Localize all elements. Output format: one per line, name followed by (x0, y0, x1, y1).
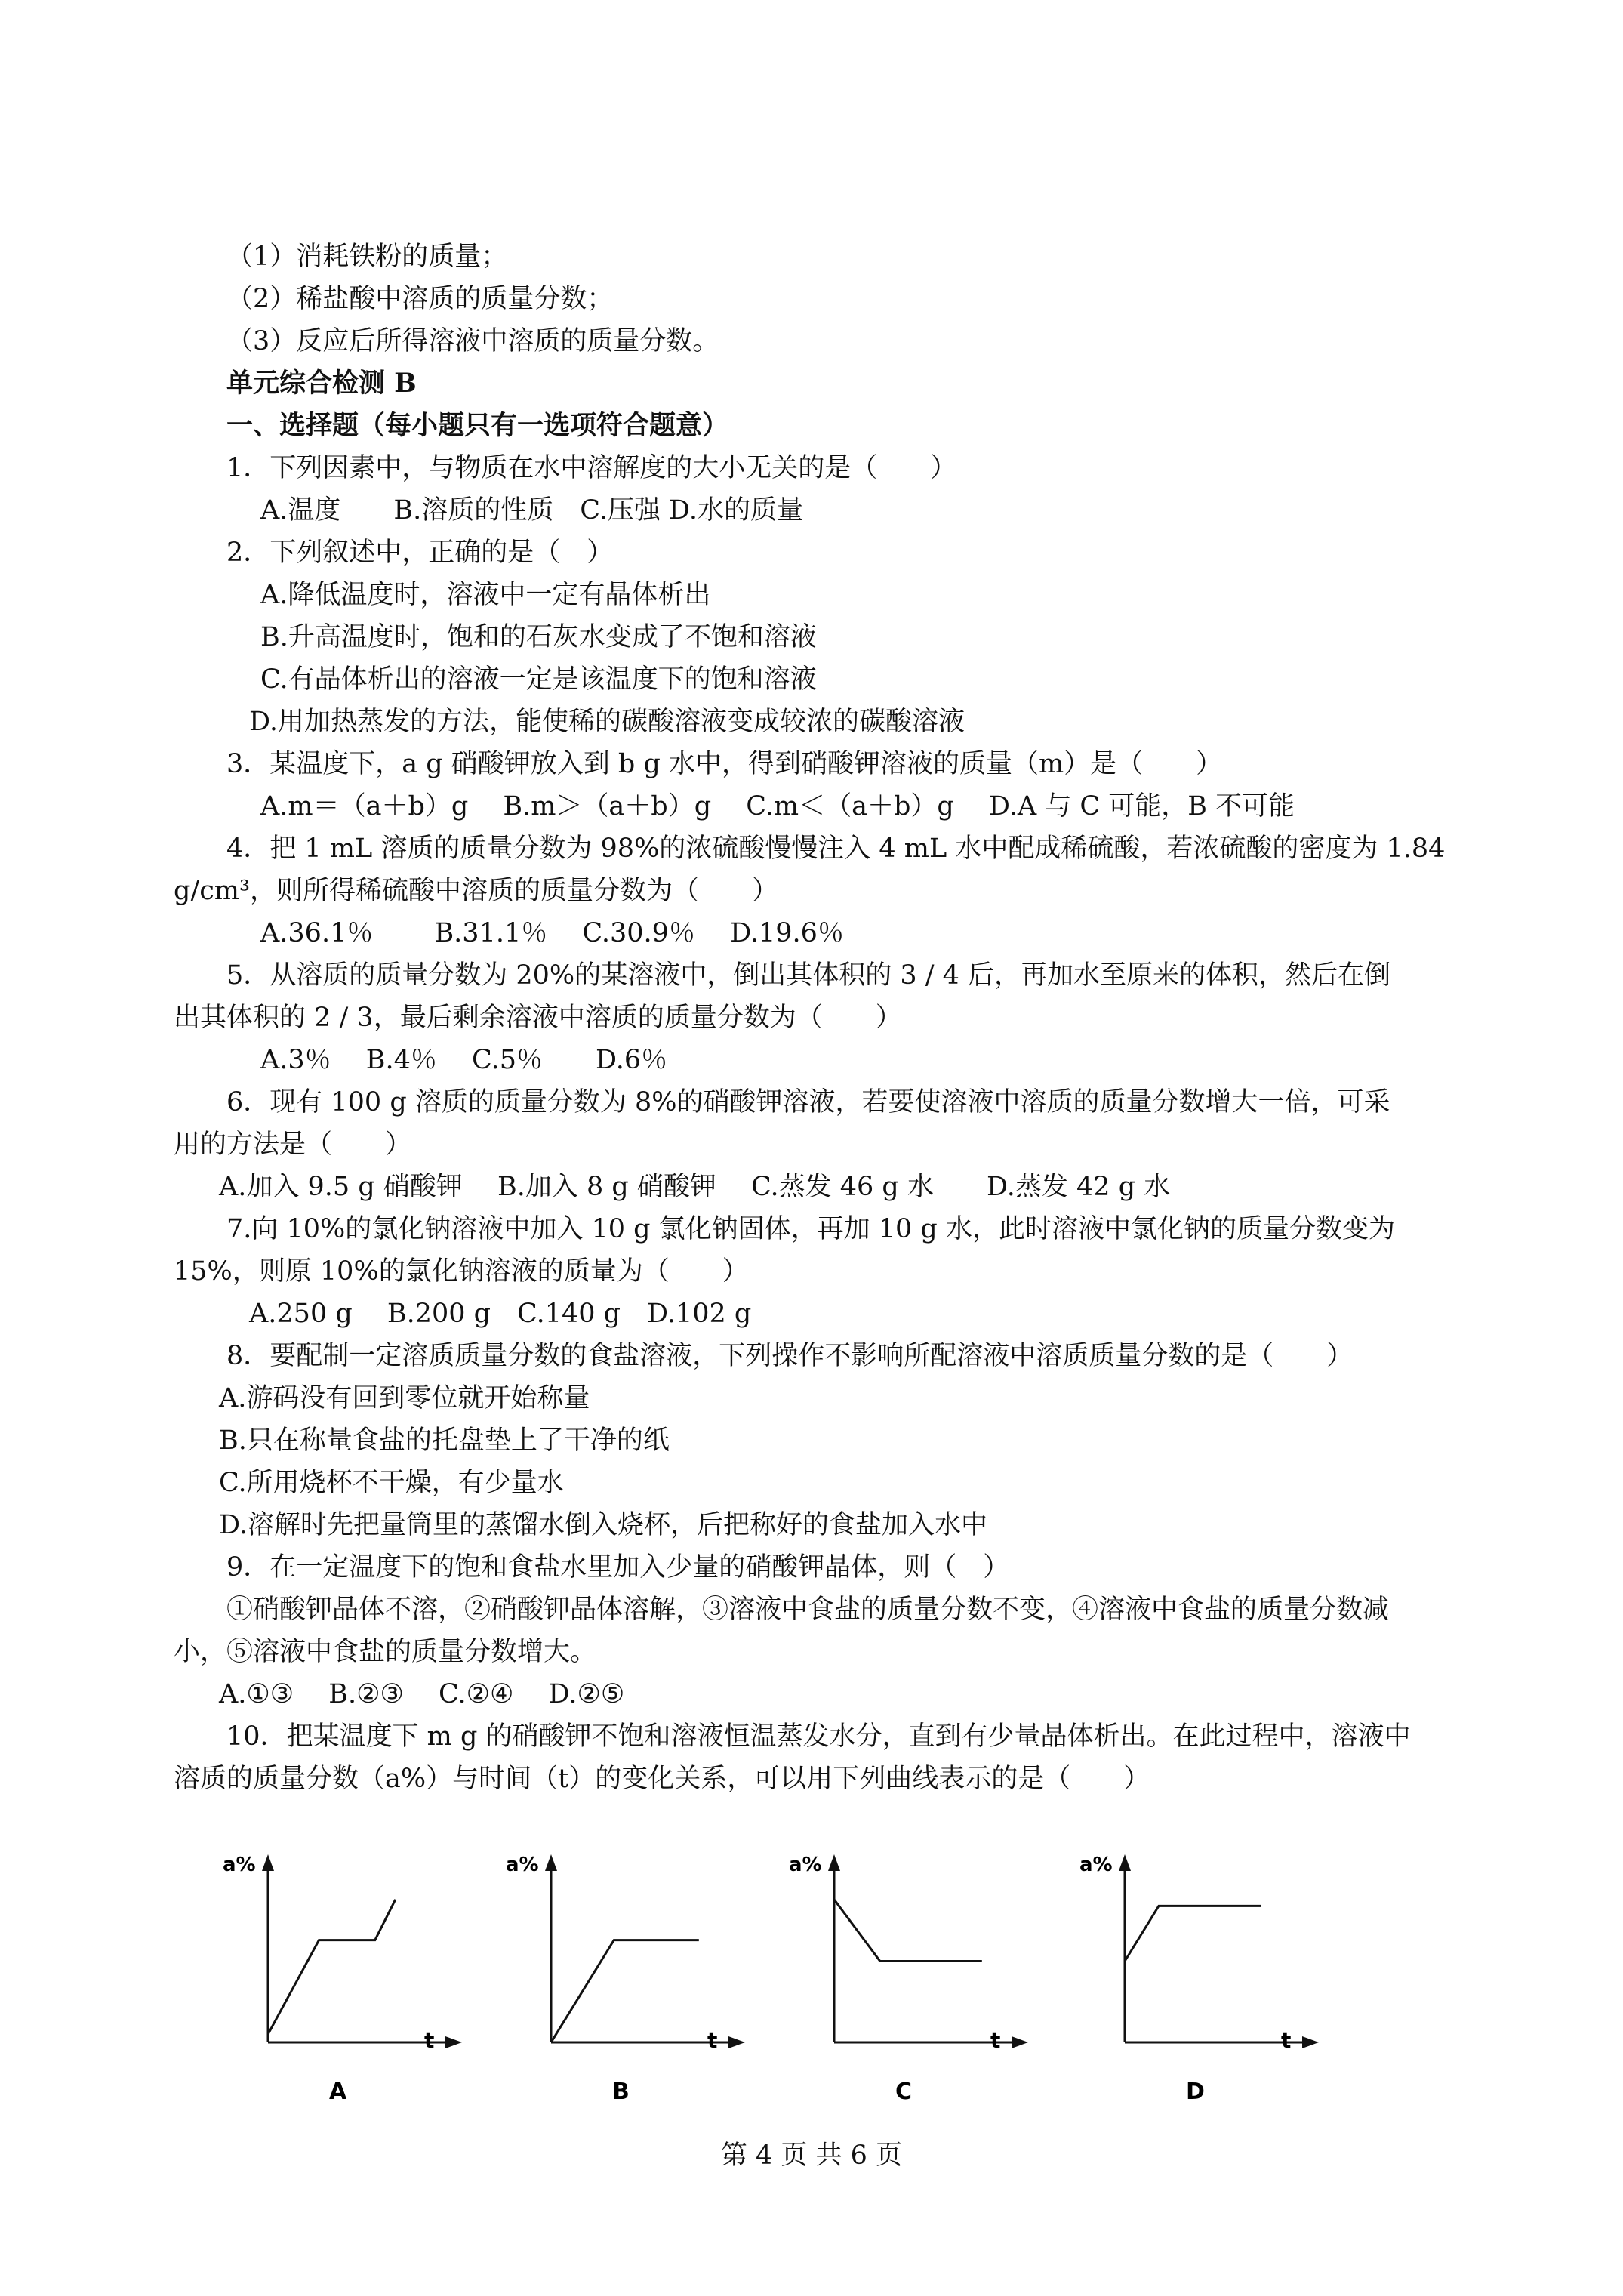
text-line: A.250 g B.200 g C.140 g D.102 g (249, 1299, 752, 1329)
chart-a (223, 1850, 460, 2106)
chart-c-label: C (895, 2079, 913, 2105)
answer-charts (223, 1850, 1321, 2106)
text-line: 单元综合检测 B (226, 368, 417, 399)
text-line: C.所用烧杯不干燥，有少量水 (219, 1468, 564, 1498)
text-line: （2）稀盐酸中溶质的质量分数； (226, 284, 614, 314)
text-line: B.升高温度时，饱和的石灰水变成了不饱和溶液 (260, 622, 817, 652)
text-line: A.温度 B.溶质的性质 C.压强 D.水的质量 (260, 495, 803, 525)
text-line: 小，⑤溶液中食盐的质量分数增大。 (174, 1637, 597, 1667)
curve-line (268, 1900, 396, 2035)
chart-b-x-label: t (707, 2028, 718, 2053)
text-line: A.36.1％ B.31.1％ C.30.9％ D.19.6％ (260, 918, 844, 948)
chart-c-y-label: a% (789, 1854, 822, 1876)
text-line: 出其体积的 2 / 3，最后剩余溶液中溶质的质量分数为（ ） (174, 1003, 902, 1033)
text-line: 10．把某温度下 m g 的硝酸钾不饱和溶液恒温蒸发水分，直到有少量晶体析出。在此过程中，溶液中 (226, 1721, 1411, 1752)
chart-a-label: A (329, 2079, 347, 2105)
chart-b-y-label: a% (506, 1854, 539, 1876)
text-line: g/cm³，则所得稀硫酸中溶质的质量分数为（ ） (174, 876, 779, 906)
text-line: D.溶解时先把量筒里的蒸馏水倒入烧杯，后把称好的食盐加入水中 (219, 1510, 987, 1540)
chart-a-x-label: t (424, 2028, 435, 2053)
text-line: 用的方法是（ ） (174, 1130, 412, 1160)
x-axis-arrow (1302, 2036, 1319, 2048)
text-line: （1）消耗铁粉的质量； (226, 242, 508, 272)
chart-b (506, 1850, 744, 2106)
text-line: 7.向 10%的氯化钠溶液中加入 10 g 氯化钠固体，再加 10 g 水，此时溶液中氯化钠的质量分数变为 (226, 1214, 1395, 1244)
y-axis-arrow (262, 1854, 274, 1871)
curve-line (551, 1940, 699, 2042)
text-line: B.只在称量食盐的托盘垫上了干净的纸 (219, 1425, 670, 1456)
text-line: 6．现有 100 g 溶质的质量分数为 8%的硝酸钾溶液，若要使溶液中溶质的质量分数增大一倍，可采 (226, 1087, 1390, 1117)
text-line: A.降低温度时，溶液中一定有晶体析出 (260, 580, 711, 610)
text-line: C.有晶体析出的溶液一定是该温度下的饱和溶液 (260, 664, 817, 695)
chart-d-x-label: t (1281, 2028, 1292, 2053)
text-line: A.3％ B.4％ C.5％ D.6％ (260, 1045, 668, 1075)
chart-d-label: D (1186, 2079, 1205, 2105)
x-axis-arrow (445, 2036, 462, 2048)
text-line: ①硝酸钾晶体不溶，②硝酸钾晶体溶解，③溶液中食盐的质量分数不变，④溶液中食盐的质量分数减 (226, 1595, 1390, 1625)
y-axis-arrow (545, 1854, 557, 1871)
text-line: 2．下列叙述中，正确的是（ ） (226, 538, 614, 568)
text-line: 1．下列因素中，与物质在水中溶解度的大小无关的是（ ） (226, 453, 957, 483)
text-line: A.①③ B.②③ C.②④ D.②⑤ (219, 1679, 625, 1709)
curve-line (834, 1900, 982, 1962)
text-line: 15%，则原 10%的氯化钠溶液的质量为（ ） (174, 1256, 749, 1287)
x-axis-arrow (1012, 2036, 1028, 2048)
text-line: A.加入 9.5 g 硝酸钾 B.加入 8 g 硝酸钾 C.蒸发 46 g 水 D.蒸发 42 g 水 (219, 1172, 1171, 1202)
text-line: （3）反应后所得溶液中溶质的质量分数。 (226, 326, 719, 356)
x-axis-arrow (728, 2036, 745, 2048)
text-line: 4．把 1 mL 溶质的质量分数为 98%的浓硫酸慢慢注入 4 mL 水中配成稀硫酸，若浓硫酸的密度为 1.84 (226, 834, 1446, 864)
chart-b-label: B (612, 2079, 630, 2105)
text-line: A.m＝（a＋b）g B.m＞（a＋b）g C.m＜（a＋b）g D.A 与 C 可能，B 不可能 (260, 791, 1295, 821)
chart-d (1079, 1850, 1317, 2106)
chart-d-y-label: a% (1079, 1854, 1113, 1876)
chart-c (789, 1850, 1027, 2106)
text-line: 3．某温度下，a g 硝酸钾放入到 b g 水中，得到硝酸钾溶液的质量（m）是（ ） (226, 749, 1223, 779)
chart-c-x-label: t (990, 2028, 1001, 2053)
y-axis-arrow (1119, 1854, 1131, 1871)
text-line: A.游码没有回到零位就开始称量 (219, 1383, 590, 1413)
text-line: 5．从溶质的质量分数为 20%的某溶液中，倒出其体积的 3 / 4 后，再加水至原来的体积，然后在倒 (226, 960, 1391, 991)
text-line: 一、选择题（每小题只有一选项符合题意） (226, 410, 729, 441)
curve-line (1125, 1906, 1261, 1961)
text-line: 8．要配制一定溶质质量分数的食盐溶液，下列操作不影响所配溶液中溶质质量分数的是（ ） (226, 1341, 1354, 1371)
y-axis-arrow (828, 1854, 840, 1871)
text-line: 9．在一定温度下的饱和食盐水里加入少量的硝酸钾晶体，则（ ） (226, 1552, 1010, 1583)
text-line: 溶质的质量分数（a%）与时间（t）的变化关系，可以用下列曲线表示的是（ ） (174, 1764, 1150, 1794)
chart-a-y-label: a% (223, 1854, 256, 1876)
page-footer: 第 4 页 共 6 页 (720, 2140, 903, 2171)
text-line: D.用加热蒸发的方法，能使稀的碳酸溶液变成较浓的碳酸溶液 (249, 707, 965, 737)
